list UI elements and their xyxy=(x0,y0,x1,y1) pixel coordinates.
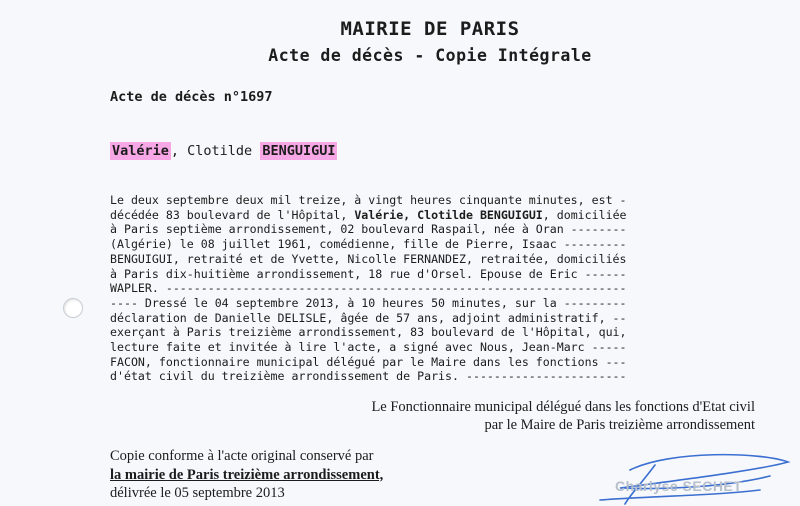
body-line: Le deux septembre deux mil treize, à vingt heures cinquante minutes, est - xyxy=(110,193,627,207)
copy-mairie-line: la mairie de Paris treizième arrondissement, xyxy=(110,466,384,483)
middle-name: , Clotilde xyxy=(170,143,261,159)
body-line: à Paris septième arrondissement, 02 boulevard Raspail, née à Oran -------- xyxy=(110,222,627,237)
body-line: ---- Dressé le 04 septembre 2013, à 10 heures 50 minutes, sur la --------- xyxy=(110,295,627,310)
official-signature-block xyxy=(371,398,755,434)
body-line: d'état civil du treizième arrondissement de Paris. ----------------------- xyxy=(110,369,627,384)
body-line: BENGUIGUI, retraité et de Yvette, Nicolle FERNANDEZ, retraitée, domiciliés xyxy=(110,251,627,266)
acte-number: Acte de décès n°1697 xyxy=(110,89,273,105)
handwritten-signature xyxy=(560,440,800,506)
official-title-line: Le Fonctionnaire municipal délégué dans les fonctions d'Etat civil xyxy=(371,399,755,415)
document-subtitle: Acte de décès - Copie Intégrale xyxy=(268,46,592,65)
body-name-bold: Valérie, Clotilde BENGUIGUI xyxy=(354,207,543,222)
first-name-highlight: Valérie xyxy=(112,143,169,159)
official-office-line: par le Maire de Paris treizième arrondissement xyxy=(484,417,755,433)
deceased-name-line xyxy=(110,143,337,159)
copy-line: Copie conforme à l'acte original conservé par xyxy=(110,448,374,464)
punch-hole xyxy=(63,298,83,318)
body-segment: décédée 83 boulevard de l'Hôpital, xyxy=(110,207,355,222)
body-line: à Paris dix-huitième arrondissement, 18 rue d'Orsel. Epouse de Eric ------ xyxy=(110,266,627,281)
body-line: WAPLER. ------------------------------------------------------------------ xyxy=(110,281,627,296)
body-line: lecture faite et invitée à lire l'acte, a signé avec Nous, Jean-Marc ----- xyxy=(110,340,627,355)
body-line xyxy=(110,208,710,223)
stamp-name: Charlyse SECHET xyxy=(615,478,743,494)
body-line: FACON, fonctionnaire municipal délégué par le Maire dans les fonctions --- xyxy=(110,354,627,369)
copy-date-line: délivrée le 05 septembre 2013 xyxy=(110,485,285,501)
last-name-highlight: BENGUIGUI xyxy=(262,143,336,159)
body-line: exerçant à Paris treizième arrondissement, 83 boulevard de l'Hôpital, qui, xyxy=(110,325,627,340)
acte-body-text xyxy=(110,193,710,384)
body-line: (Algérie) le 08 juillet 1961, comédienne, fille de Pierre, Isaac --------- xyxy=(110,237,627,252)
body-segment: , domiciliée xyxy=(542,207,627,222)
copy-certification xyxy=(110,447,383,503)
body-line: déclaration de Danielle DELISLE, âgée de 57 ans, adjoint administratif, -- xyxy=(110,310,627,325)
document-title: MAIRIE DE PARIS xyxy=(340,18,520,40)
